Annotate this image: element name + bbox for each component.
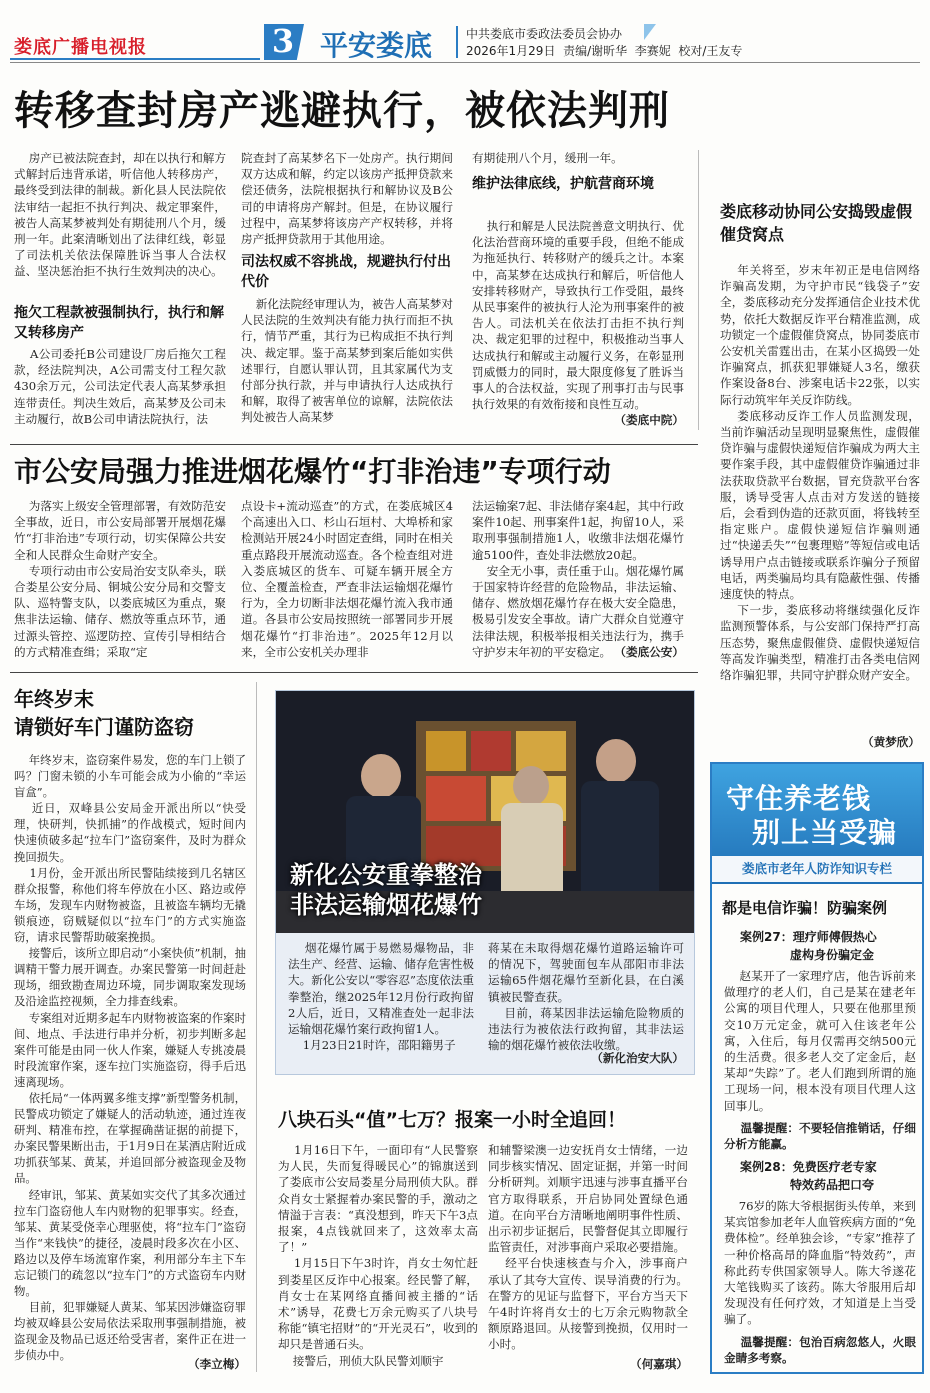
article3-col1: 为落实上级安全管理部署，有效防范安全事故，近日，市公安局部署开展烟花爆竹“打非治违”专项行动，切实保障公共安全和人民群众生命财产安全。 专项行动由市公安局治安支队牵头，联合娄星公安分局、铜城公安分局和交警支队、巡特警支队，以娄底城区为重点，聚焦非法运输、储存、燃放等重点环节，通过源头管控、巡逻防控、宣传引导相结合的方式精准查缉；采取“定 [14, 499, 226, 659]
article2-body: 年关将至，岁末年初正是电信网络诈骗高发期，为守护市民“钱袋子”安全，娄底移动充分发挥通信企业技术优势，依托大数据反诈平台精准监测，成功锁定一个虚假催贷窝点，协同娄底市公安机关雷霆出击，在某小区捣毁一处诈骗窝点，抓获犯罪嫌疑人3名，缴获作案设备8台、涉案电话卡22张，以实际行动筑牢年关反诈防线。 娄底移动反诈工作人员监测发现，当前诈骗活动呈现明显聚焦性，虚假催贷诈骗与虚假快递短信诈骗成为两大主要作案手段，其中虚假催贷诈骗通过非法获取贷款平台数据，冒充贷款平台客服，诱导受害人点击对方发送的链接后，会看到伪造的还款页面，将钱转至指定账户。虚假快递短信诈骗则通过“快递丢失”“包裹理赔”等短信或电话诱导用户点击链接或联系诈骗分子预留电话，两类骗局均具有隐蔽性强、传播速度快的特点。 下一步，娄底移动将继续强化反诈监测预警体系，与公安部门保持严打高压态势，聚焦虚假催贷、虚假快递短信等高发诈骗类型，精准打击各类电信网络诈骗犯罪，共同守护群众财产安全。 [720, 263, 920, 683]
article4-body: 年终岁末，盗窃案件易发，您的车门上锁了吗？门窗未锁的小车可能会成为小偷的“幸运盲盒”。 近日，双峰县公安局金开派出所以“快受理，快研判，快抓捕”的作战模式，短时间内快速侦破多起“拉车门”盗窃案件，及时为群众挽回损失。 1月份，金开派出所民警陆续接到几名辖区群众报警，称他们将车停放在小区、路边或停车场，发现车内财物被盗，且被盗车辆均无撬锁痕迹，窃贼疑似以“拉车门”的方式实施盗窃，请求民警帮助破案挽损。 接警后，该所立即启动“小案快侦”机制，抽调精干警力展开调查。办案民警第一时间赶赴现场，细致勘查周边环境，同步调取案发现场及沿途监控视频，全力排查线索。 专案组对近期多起车内财物被盗案的作案时间、地点、手法进行串并分析，初步判断多起案件可能是由同一伙人作案，嫌疑人专挑凌晨时段流窜作案，逐车拉门实施盗窃，得手后迅速离现场。 依托局“一体两翼多维支撑”新型警务机制，民警成功锁定了嫌疑人的活动轨迹，通过连夜研判、精准布控，在掌握确凿证据的前提下，办案民警果断出击，于1月9日在某酒店附近成功抓获邹某、黄某，并追回部分被盗现金及物品。 经审讯，邹某、黄某如实交代了其多次通过拉车门盗窃他人车内财物的犯罪事实。经查，邹某、黄某受侥幸心理驱使，将“拉车门”盗窃当作“来钱快”的捷径，凌晨时段多次在小区、路边以及停车场流窜作案，利用部分车主下车忘记锁门的疏忽以“拉车门”的方式盗窃车内财物。 目前，犯罪嫌疑人黄某、邹某因涉嫌盗窃罪均被双峰县公安局依法采取刑事强制措施，被盗现金及物品已返还给受害者，案件正在进一步侦办中。 [14, 753, 247, 1363]
article1-col1b: A公司委托B公司建设厂房后拖欠工程款，经法院判决，A公司需支付工程欠款430余万元，公司法定代表人高某梦承担连带责任。判决生效后，高某梦及公司未主动履行，故B公司申请法院执行，法 [14, 347, 226, 426]
header-rule [10, 62, 920, 63]
column-divider [698, 150, 699, 430]
column-banner-sub: 娄底市老年人防诈知识专栏 [741, 861, 892, 876]
column-banner-line2: 别上当受骗 [752, 816, 898, 849]
article1-sub1: 拖欠工程款被强制执行，执行和解又转移房产 [14, 305, 224, 341]
article1-title: 转移查封房产逃避执行，被依法判刑 [14, 88, 670, 134]
article4-title-line2: 请锁好车门谨防盗窃 [14, 715, 194, 739]
article3-byline: （娄底公安） [614, 645, 684, 659]
case1-title-a: 案例27：理疗师傅假热心 [740, 930, 877, 944]
article5-col1: 烟花爆竹属于易燃易爆物品，非法生产、经营、运输、储存危害性极大。新化公安以“零容忍”态度依法重拳整治，继2025年12月份行政拘留2人后，近日，又精准查处一起非法运输烟花爆竹案行政拘留1人。 1月23日21时许，邵阳籍男子 [288, 941, 474, 1053]
section-title: 平安娄底 [320, 29, 433, 62]
article1-sub2: 司法权威不容挑战，规避执行付出代价 [241, 254, 451, 290]
case2-tip: 温馨提醒：包治百病忽悠人，火眼金睛多考察。 [724, 1335, 916, 1366]
column-banner-line1: 守住养老钱 [726, 782, 872, 815]
masthead-underline [10, 58, 260, 60]
article1-byline: （娄底中院） [614, 413, 684, 427]
article4-byline: （李立梅） [188, 1357, 246, 1371]
article1-col3b: 执行和解是人民法院善意文明执行、优化法治营商环境的重要手段，但绝不能成为拖延执行、转移财产的缓兵之计。本案中，高某梦在达成执行和解后，听信他人安排转移财产，导致执行工作受阻，最终从民事案件的被执行人沦为刑事案件的被告人。司法机关在依法打击拒不执行判决、裁定犯罪的过程中，积极推动当事人达成执行和解或主动履行义务，在彰显刑罚威慑力的同时，最大限度修复了胜诉当事人的合法权益，实现了刑事打击与民事执行效果的有效衔接和良性互动。 [472, 219, 684, 412]
article3-col3: 法运输案7起、非法储存案4起，其中行政案件10起、刑事案件1起，拘留10人，采取刑事强制措施1人，收缴非法烟花爆竹逾5100件，查处非法燃放20起。 安全无小事，责任重于山。烟花爆竹属于国家特许经营的危险物品，非法运输、储存、燃放烟花爆竹存在极大安全隐患，极易引发安全事故。请广大群众自觉遵守法律法规，积极举报相关违法行为，携手守护岁末年初的平安稳定。 [472, 499, 684, 659]
article4-title-line1: 年终岁末 [14, 687, 94, 711]
case2-title-a: 案例28：免费医疗老专家 [740, 1160, 877, 1174]
article1-col2: 院查封了高某梦名下一处房产。执行期间双方达成和解，约定以该房产抵押贷款来偿还债务，法院根据执行和解协议及B公司的申请将房产解封。但是，在协议履行过程中，高某梦将该房产产权转移，并将房产抵押贷款用于其他用途。 [241, 151, 453, 247]
article1-col2b: 新化法院经审理认为，被告人高某梦对人民法院的生效判决有能力执行而拒不执行，情节严重，其行为已构成拒不执行判决、裁定罪。鉴于高某梦到案后能如实供述罪行，自愿认罪认罚，且其家属代为支付部分执行款，并与申请执行人达成执行和解，取得了被害单位的谅解，法院依法判处被告人高某梦 [241, 297, 453, 425]
article1-col1: 房产已被法院查封，却在以执行和解方式解封后违背承诺，听信他人转移房产，最终受到法律的制裁。新化县人民法院依法审结一起拒不执行判决、裁定罪案件，被告人高某梦被判处有期徒刑八个月，缓刑一年。此案清晰划出了法律红线，彰显了司法机关依法保障胜诉当事人合法权益、坚决惩治拒不执行生效判决的决心。 [14, 151, 226, 279]
case1-body: 赵某开了一家理疗店，他告诉前来做理疗的老人们，自己是某在建老年公寓的项目代理人，只要在他那里预交10万元定金，就可入住该老年公寓，入住后，每月仅需再交纳500元的生活费。很多老人交了定金后，赵某却“失踪”了。老人们跑到所谓的施工现场一问，根本没有项目代理人这回事儿。 [724, 969, 916, 1113]
case2-body: 76岁的陈大爷根据街头传单，来到某宾馆参加老年人血管疾病方面的“免费体检”。经单独会诊，“专家”推荐了一种价格高昂的降血脂“特效药”，声称此药专供国家领导人。陈大爷遂花大笔钱购买了该药。陈大爷服用后却发现没有任何疗效，才知道是上当受骗了。 [724, 1199, 916, 1327]
page-number: 3 [271, 22, 295, 60]
article6-byline: （何嘉琪） [630, 1357, 688, 1371]
article3-bottom-rule [10, 672, 698, 673]
article5-byline: （新化治安大队） [591, 1051, 684, 1065]
article6-col2: 和辅警梁澳一边安抚肖女士情绪，一边同步核实情况、固定证据，并第一时间分析研判。刘顺宇迅速与涉事直播平台官方取得联系，开启协同处置绿色通道。在向平台方清晰地阐明事件性质、出示初步证据后，民警督促其立即履行监管责任，对涉事商户采取必要措施。 经平台快速核查与介入，涉事商户承认了其夸大宣传、误导消费的行为。在警方的见证与监督下，平台方当天下午4时许将肖女士的七万余元购物款全额原路退回。从接警到挽损，仅用时一小时。 [488, 1143, 688, 1352]
case2-title-b: 特效药品把口夸 [790, 1178, 875, 1192]
article3-col2: 点设卡+流动巡查”的方式，在娄底城区4个高速出入口、杉山石垣村、大埠桥和家检测站开展24小时固定查缉，同时在相关重点路段开展流动巡查。各个检查组对进入娄底城区的货车、可疑车辆开展全方位、全覆盖检查，严查非法运输烟花爆竹行为，全力切断非法烟花爆竹流入我市通道。各县市公安局按照统一部署同步开展烟花爆竹“打非治违”。2025年12月以来，全市公安机关办理非 [241, 499, 453, 659]
article6-title: 八块石头“值”七万？报案一小时全追回！ [278, 1109, 626, 1131]
column-heading: 都是电信诈骗！防骗案例 [722, 899, 888, 917]
article3-title: 市公安局强力推进烟花爆竹“打非治违”专项行动 [14, 455, 611, 488]
photo-caption-line1: 新化公安重拳整治 [290, 861, 482, 889]
article1-col3a: 有期徒刑八个月，缓刑一年。 [472, 151, 623, 165]
case1-tip: 温馨提醒：不要轻信推销话，仔细分析方能赢。 [724, 1121, 916, 1152]
article5-col2: 蒋某在未取得烟花爆竹道路运输许可的情况下，驾驶面包车从邵阳市非法运输65件烟花爆竹至新化县，在白溪镇被民警查获。 目前，蒋某因非法运输危险物质的违法行为被依法行政拘留，其非法运输的烟花爆竹被依法收缴。 [488, 941, 684, 1053]
masthead: 娄底广播电视报 [14, 37, 147, 58]
article2-byline: （黄梦欣） [862, 735, 920, 749]
article1-bottom-rule [10, 444, 698, 445]
photo-caption-line2: 非法运输烟花爆竹 [290, 891, 482, 919]
header-corner-mark [644, 24, 656, 40]
column-divider [256, 682, 257, 1372]
section-divider [456, 26, 458, 58]
case1-title-b: 虚构身份骗定金 [790, 948, 875, 962]
article1-sub3: 维护法律底线，护航营商环境 [472, 176, 654, 192]
article6-col1: 1月16日下午，一面印有“人民警察为人民，失而复得暖民心”的锦旗送到了娄底市公安局娄星分局刑侦大队。群众肖女士紧握着办案民警的手，激动之情溢于言表：“真没想到，昨天下午3点报案，4点钱就回来了，这效率太高了！” 1月15日下午3时许，肖女士匆忙赶到娄星区反诈中心报案。经民警了解，肖女士在某网络直播间被主播的“话术”诱导，花费七万余元购买了八块号称能“镇宅招财”的“开光灵石”，收到的却只是普通石头。 接警后，刑侦大队民警刘顺宇 [278, 1143, 478, 1368]
cooperation-line: 中共娄底市委政法委员会协办 [466, 27, 623, 41]
issue-meta: 2026年1月29日 责编/谢昕华 李赛妮 校对/王友专 [466, 44, 743, 58]
article2-title: 娄底移动协同公安捣毁虚假催贷窝点 [720, 202, 913, 244]
